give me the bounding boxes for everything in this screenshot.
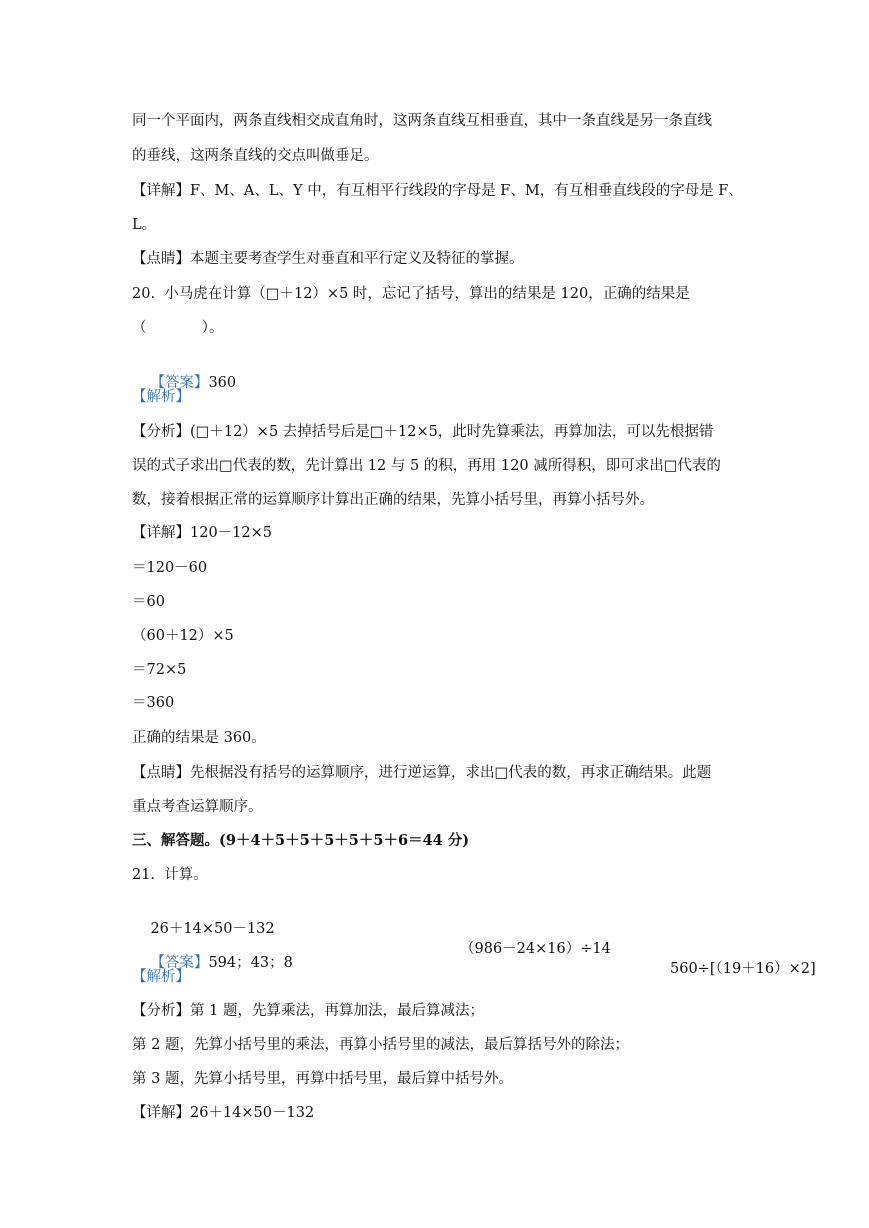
question-20: 20. 小马虎在计算（□＋12）×5 时，忘记了括号，算出的结果是 120，正确的结果是 bbox=[132, 286, 690, 302]
analysis-line: 【分析】第 1 题，先算乘法，再算加法，最后算减法； bbox=[132, 1003, 484, 1019]
text-line: 第 2 题，先算小括号里的乘法，再算小括号里的减法，最后算括号外的除法； bbox=[132, 1037, 629, 1053]
result-line: 正确的结果是 360。 bbox=[132, 730, 266, 746]
question-21: 21. 计算。 bbox=[132, 867, 208, 883]
analysis-label: 【解析】 bbox=[132, 969, 190, 985]
detail-line: 【详解】26＋14×50－132 bbox=[132, 1105, 315, 1121]
text-line: 数，接着根据正常的运算顺序计算出正确的结果，先算小括号里，再算小括号外。 bbox=[132, 492, 654, 508]
comment-line: 【点睛】先根据没有括号的运算顺序，进行逆运算，求出□代表的数，再求正确结果。此题 bbox=[132, 765, 712, 781]
text-line: L。 bbox=[132, 217, 157, 233]
text-line: 同一个平面内，两条直线相交成直角时，这两条直线互相垂直，其中一条直线是另一条直线 bbox=[132, 113, 712, 129]
text-line: 的垂线，这两条直线的交点叫做垂足。 bbox=[132, 148, 379, 164]
analysis-label: 【解析】 bbox=[132, 389, 190, 405]
answer-label: 【答案】 bbox=[150, 955, 209, 971]
section-heading: 三、解答题。(9＋4＋5＋5＋5＋5＋5＋6＝44 分) bbox=[132, 832, 470, 849]
calc-line: ＝72×5 bbox=[132, 662, 187, 678]
text-line: 第 3 题，先算小括号里，再算中括号里，最后算中括号外。 bbox=[132, 1071, 513, 1087]
detail-line: 【详解】120－12×5 bbox=[132, 525, 273, 541]
answer-label: 【答案】 bbox=[150, 375, 209, 391]
calc-line: ＝360 bbox=[132, 695, 175, 711]
answer-blank: （ ）。 bbox=[132, 320, 224, 336]
expression-1: 26＋14×50－132 bbox=[150, 921, 275, 937]
calc-line: ＝60 bbox=[132, 594, 165, 610]
detail-line: 【详解】F、M、A、L、Y 中，有互相平行线段的字母是 F、M，有互相垂直线段的字母是 F、 bbox=[132, 183, 743, 199]
comment-line: 【点睛】本题主要考查学生对垂直和平行定义及特征的掌握。 bbox=[132, 251, 524, 267]
expression-3: 560÷[（19＋16）×2] bbox=[670, 961, 816, 977]
text-line: 误的式子求出□代表的数，先计算出 12 与 5 的积，再用 120 减所得积，即可求出□代表的 bbox=[132, 458, 721, 474]
expression-2: （986－24×16）÷14 bbox=[460, 941, 611, 957]
text-line: 重点考查运算顺序。 bbox=[132, 799, 263, 815]
answer-value: 594；43；8 bbox=[208, 955, 293, 971]
answer-value: 360 bbox=[208, 375, 237, 391]
analysis-line: 【分析】(□＋12）×5 去掉括号后是□＋12×5，此时先算乘法，再算加法，可以先根据错 bbox=[132, 424, 714, 440]
calc-line: ＝120－60 bbox=[132, 560, 208, 576]
calc-line: （60＋12）×5 bbox=[132, 628, 234, 644]
